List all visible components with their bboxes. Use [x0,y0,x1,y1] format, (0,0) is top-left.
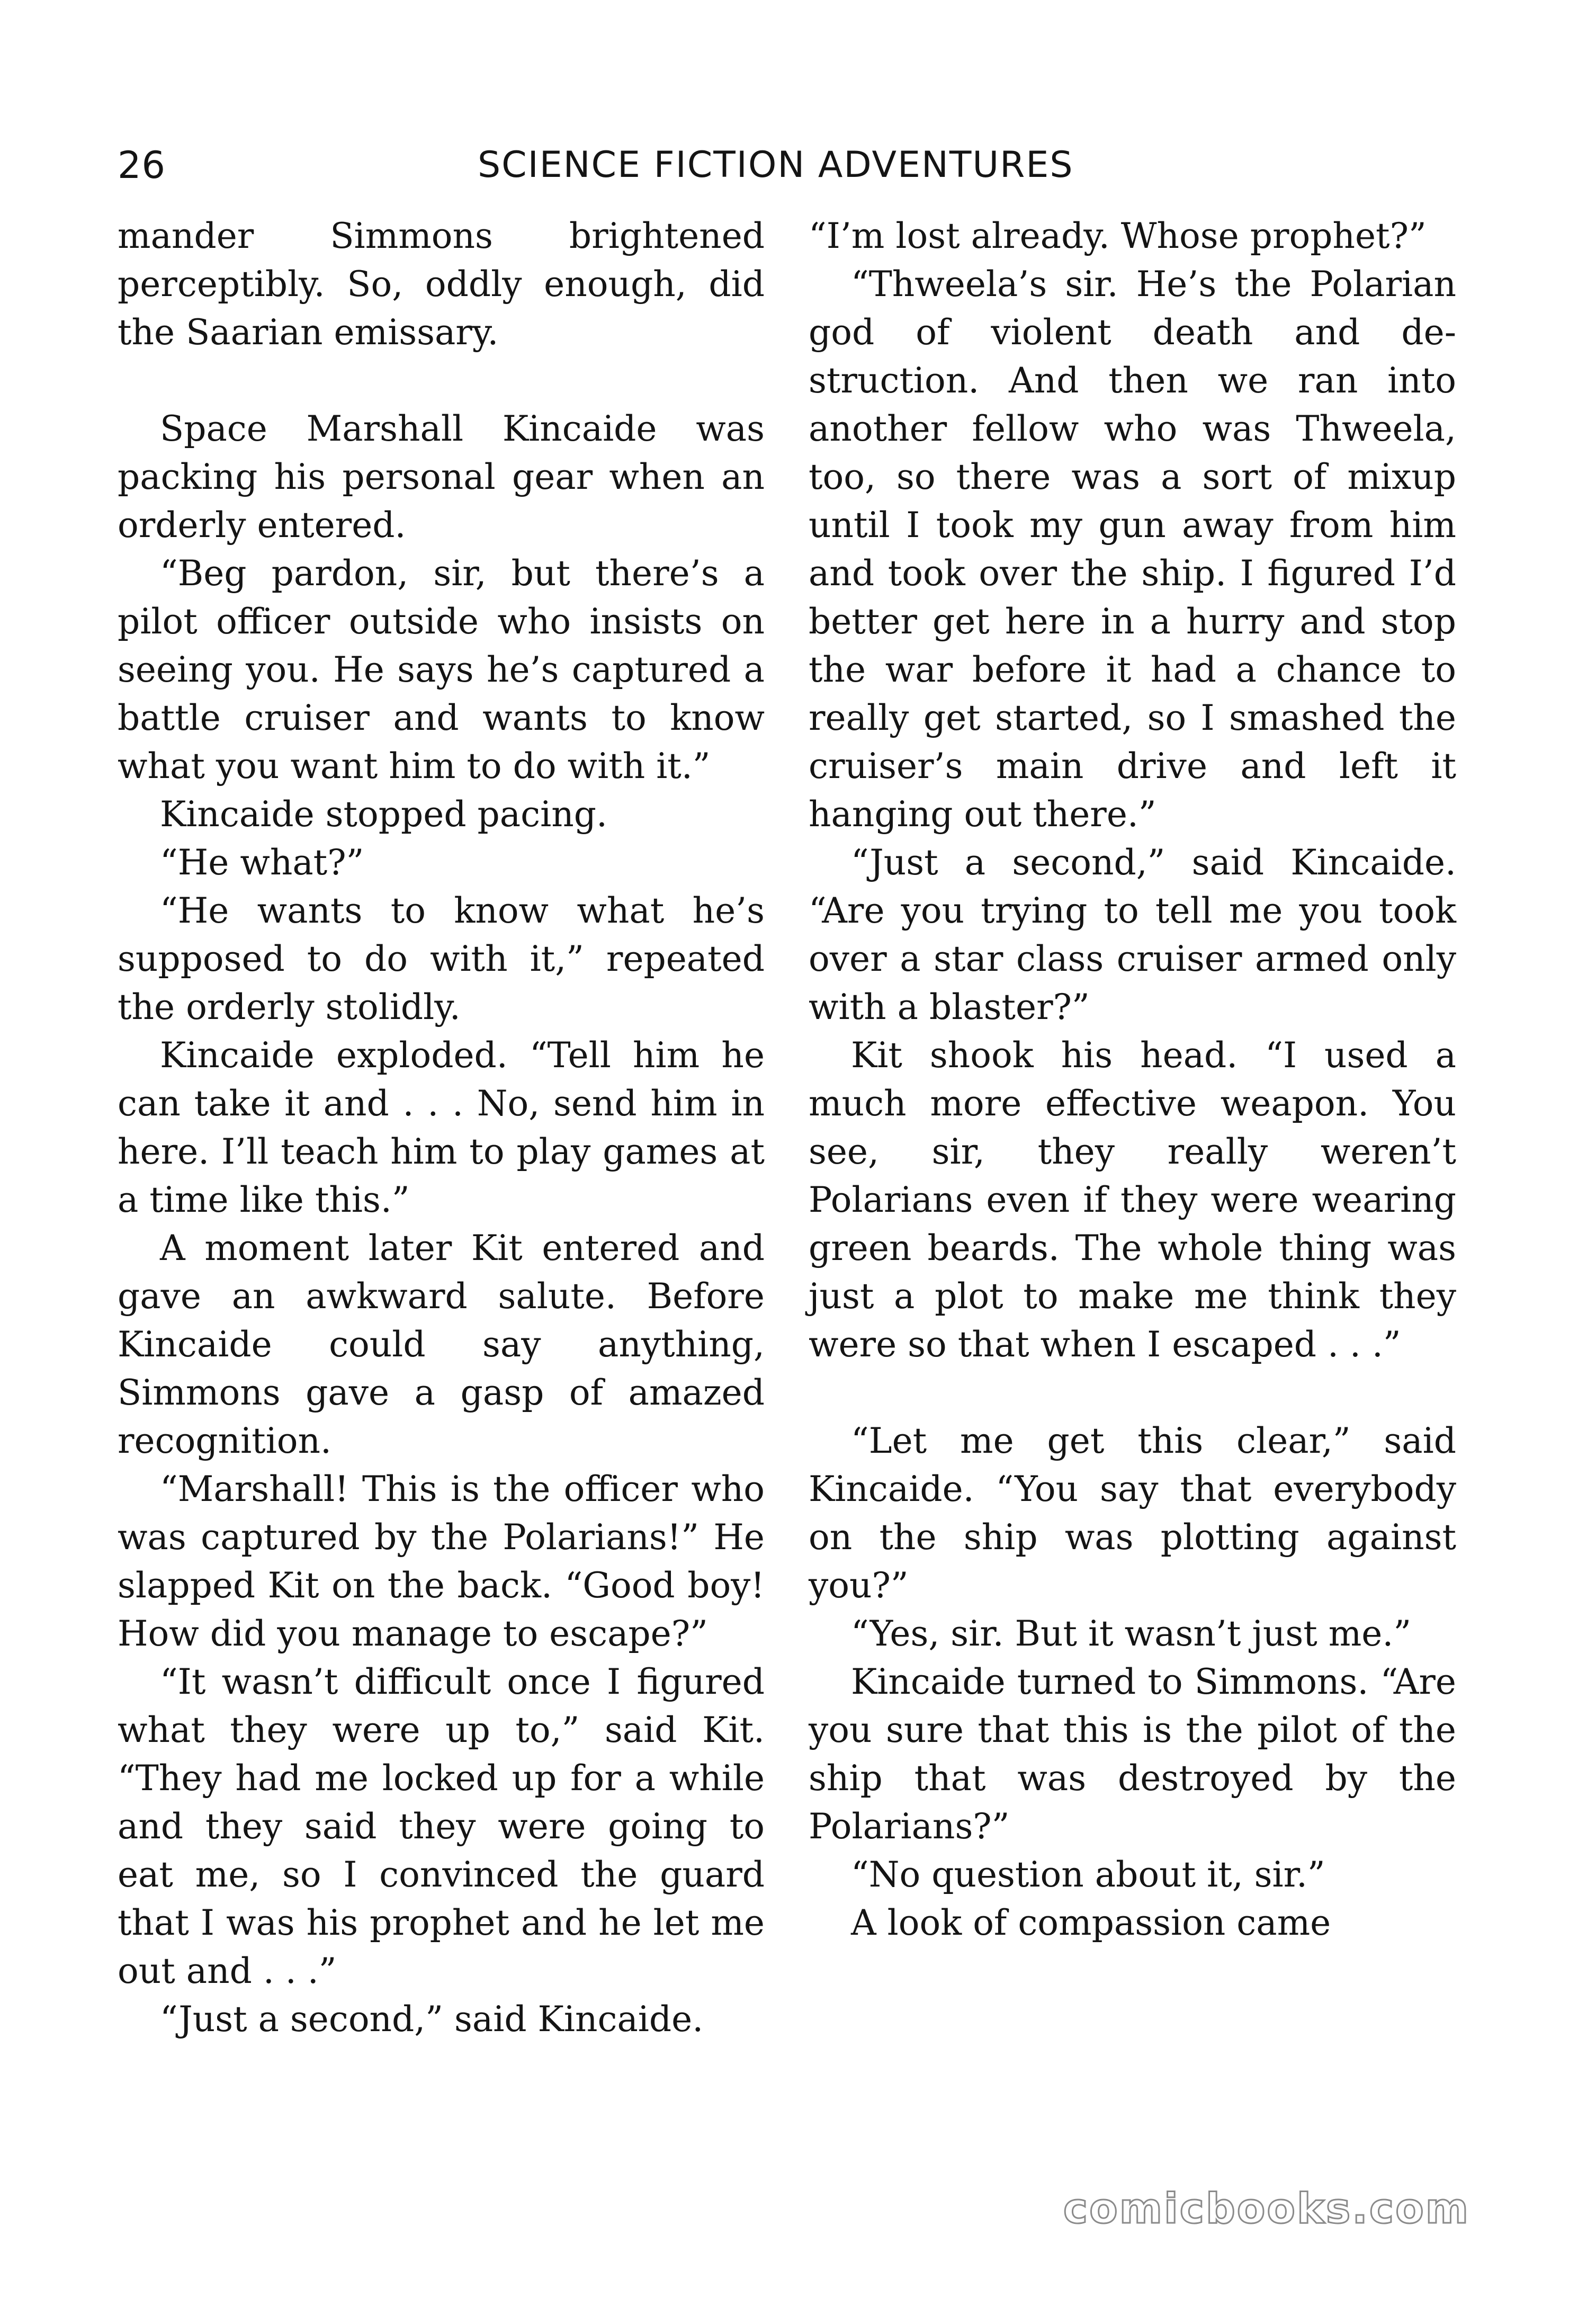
paragraph: “Just a second,” said Kincaide. [160,1999,704,2040]
running-head: SCIENCE FICTION ADVENTURES [478,144,1074,186]
paragraph: “Beg pardon, sir, but there’s a pilot officer outside who insists on seeing you. He says he’s captured a battle cruiser and wants to know what you want him to do with it.” [118,553,765,786]
left-column [118,212,765,2043]
paragraph: A moment later Kit entered and gave an awkward salute. Before Kincaide could say anything, Simmons gave a gasp of amazed recognition. [118,1228,765,1461]
paragraph: “Yes, sir. But it wasn’t just me.” [851,1613,1412,1654]
paragraph: Kincaide turned to Simmons. “Are you sure that this is the pilot of the ship that was destroyed by the Polarians?” [809,1661,1456,1847]
paragraph: “It wasn’t difficult once I figured what they were up to,” said Kit. “They had me locked up for a while and they said they were going to eat me, so I convinced the guard that I was his prophet and he let me out and . . .” [118,1661,765,1991]
section-break [809,1369,1456,1417]
page-number: 26 [118,144,166,187]
paragraph: A look of compassion came [851,1902,1331,1943]
section-break [118,356,765,405]
paragraph: Kincaide stopped pacing. [160,794,607,835]
paragraph: mander Simmons brightened perceptibly. So, oddly enough, did the Saarian emissary. [118,216,765,353]
paragraph: “Marshall! This is the officer who was captured by the Polarians!” He slapped Kit on the back. “Good boy! How did you manage to escape?” [118,1469,765,1654]
paragraph: “He wants to know what he’s supposed to do with it,” repeated the orderly stolidly. [118,890,765,1027]
paragraph: Kit shook his head. “I used a much more effective weapon. You see, sir, they really weren’t Polarians even if they were wearing green beards. The whole thing was just a plot to make me think they were so that when I escaped . . .” [809,1035,1456,1365]
right-column [809,212,1456,1947]
paragraph: “Thweela’s sir. He’s the Polarian god of violent death and destruction. And then we ran into another fellow who was Thweela, too, so there was a sort of mixup until I took my gun away from him and took over the ship. I figured I’d better get here in a hurry and stop the war before it had a chance to really get started, so I smashed the cruiser’s main drive and left it hanging out there.” [809,264,1456,835]
watermark: comicbooks.com [1063,2185,1470,2233]
paragraph: “I’m lost already. Whose prophet?” [809,216,1427,256]
paragraph: “Just a second,” said Kincaide. “Are you trying to tell me you took over a star class cruiser armed only with a blaster?” [809,842,1456,1027]
paragraph: “He what?” [160,842,364,883]
paragraph: Kincaide exploded. “Tell him he can take it and . . . No, send him in here. I’ll teach him to play games at a time like this.” [118,1035,765,1220]
paragraph: “Let me get this clear,” said Kincaide. “You say that everybody on the ship was plotting against you?” [809,1420,1456,1606]
paragraph: “No question about it, sir.” [851,1854,1325,1895]
paragraph: Space Marshall Kincaide was packing his personal gear when an orderly entered. [118,408,765,546]
page-header [118,139,1081,197]
